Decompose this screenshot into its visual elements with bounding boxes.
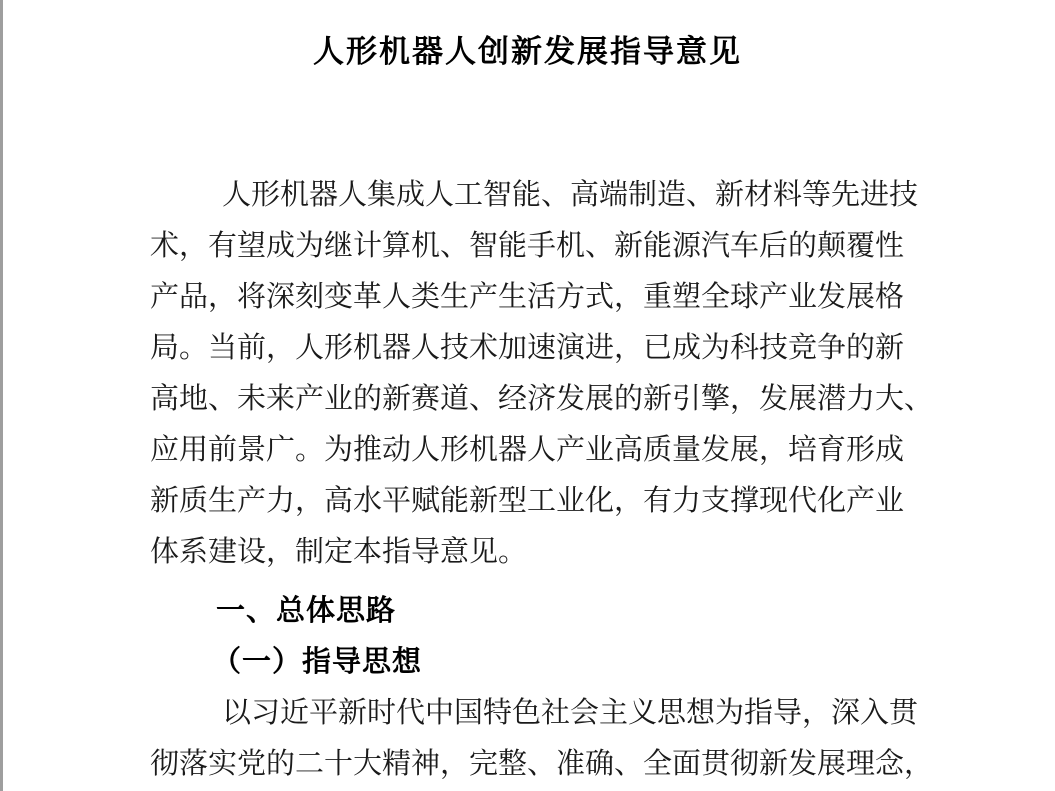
intro-paragraph	[150, 169, 934, 577]
text-line: 新质生产力，高水平赋能新型工业化，有力支撑现代化产业	[150, 483, 905, 517]
text-line: 体系建设，制定本指导意见。	[150, 534, 528, 568]
document-title: 人形机器人创新发展指导意见	[313, 34, 742, 70]
text-line: 彻落实党的二十大精神，完整、准确、全面贯彻新发展理念，	[150, 746, 934, 780]
text-line: 人形机器人集成人工智能、高端制造、新材料等先进技	[222, 177, 919, 211]
section-heading: 一、总体思路	[216, 593, 397, 627]
text-line: 产品，将深刻变革人类生产生活方式，重塑全球产业发展格	[150, 279, 905, 313]
text-line: 局。当前，人形机器人技术加速演进，已成为科技竞争的新	[150, 330, 905, 364]
guiding-ideology-paragraph	[150, 687, 934, 789]
document-body	[0, 169, 1055, 789]
text-line: 高地、未来产业的新赛道、经济发展的新引擎，发展潜力大、	[150, 381, 934, 415]
page-left-border	[0, 0, 3, 791]
text-line: 应用前景广。为推动人形机器人产业高质量发展，培育形成	[150, 432, 905, 466]
subsection-heading: （一）指导思想	[212, 644, 423, 678]
text-line: 术，有望成为继计算机、智能手机、新能源汽车后的颠覆性	[150, 228, 905, 262]
text-line: 以习近平新时代中国特色社会主义思想为指导，深入贯	[222, 695, 919, 729]
